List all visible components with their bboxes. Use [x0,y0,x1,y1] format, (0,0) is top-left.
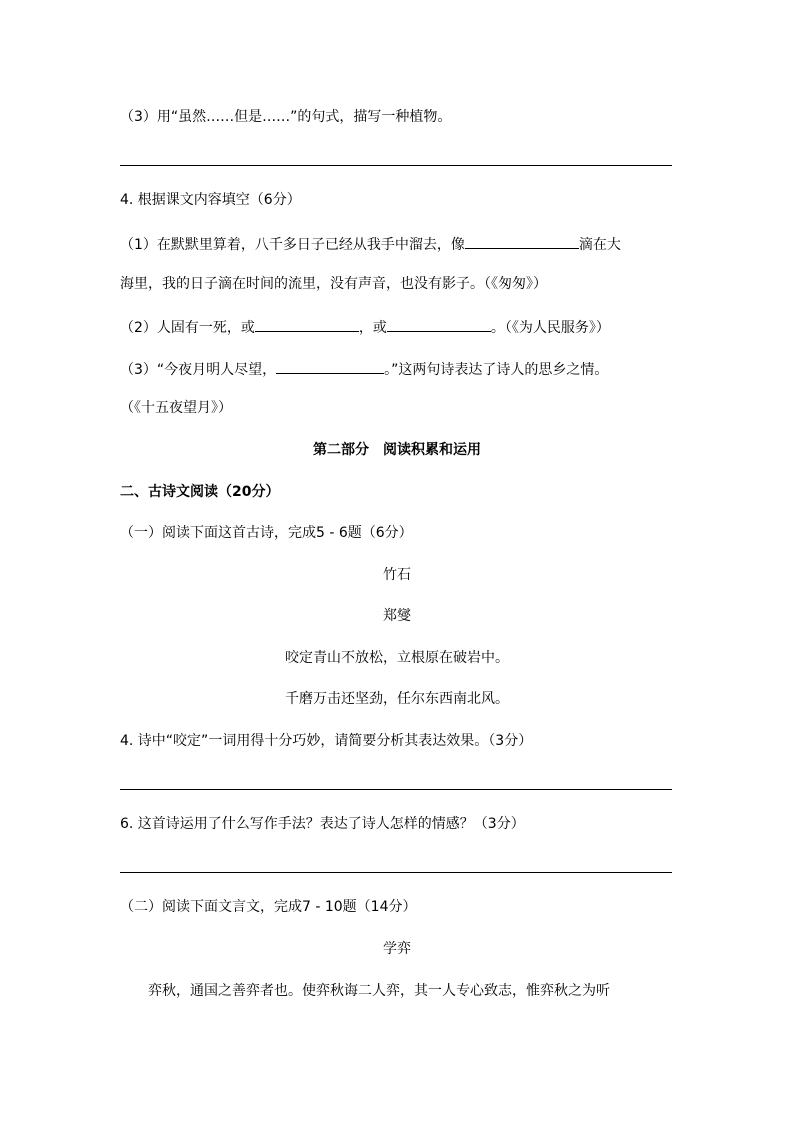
item-1-text-start: （1）在默默里算着，八千多日子已经从我手中溜去，像 [120,237,465,253]
fill-blank-3[interactable] [387,315,491,332]
question-3-part-3: （3）用“虽然……但是……”的句式，描写一种植物。 [120,109,452,125]
fill-blank-2[interactable] [255,315,359,332]
item-2-text-end: 。（《为人民服务》） [490,320,610,336]
question-4-item-2 [120,315,610,338]
question-4-item-1-cont: 海里，我的日子滴在时间的流里，没有声音，也没有影子。（《匆匆》） [120,276,547,292]
item-2-text-start: （2）人固有一死，或 [120,320,255,336]
poem-line-2: 千磨万击还坚劲，任尔东西南北风。 [285,691,509,707]
poem-question-a: 4. 诗中“咬定”一词用得十分巧妙，请简要分析其表达效果。（3分） [120,733,533,749]
question-4-item-1 [120,232,621,255]
question-4-item-3 [120,357,608,380]
question-4-item-3-cont: （《十五夜望月》） [120,400,232,416]
item-2-text-mid: ，或 [358,320,387,336]
poem-section-intro: （一）阅读下面这首古诗，完成5 - 6题（6分） [120,525,413,541]
answer-line [120,789,672,790]
answer-line [120,165,672,166]
question-4-heading: 4. 根据课文内容填空（6分） [120,192,301,208]
poem-author: 郑燮 [383,608,411,624]
prose-title: 学弈 [383,941,411,957]
item-3-text-start: （3）“今夜月明人尽望， [120,362,277,378]
poem-line-1: 咬定青山不放松，立根原在破岩中。 [285,650,509,666]
fill-blank-1[interactable] [465,232,579,249]
item-3-text-end: 。”这两句诗表达了诗人的思乡之情。 [384,362,609,378]
item-1-text-end: 滴在大 [578,237,621,253]
fill-blank-4[interactable] [276,357,384,374]
part-2-title: 第二部分 阅读积累和运用 [313,442,481,458]
prose-text-line-1: 弈秋，通国之善弈者也。使弈秋诲二人弈，其一人专心致志，惟弈秋之为听 [148,983,610,999]
poem-question-b: 6. 这首诗运用了什么写作手法？表达了诗人怎样的情感？（3分） [120,816,525,832]
poem-title: 竹石 [383,567,411,583]
prose-section-intro: （二）阅读下面文言文，完成7 - 10题（14分） [120,899,417,915]
answer-line [120,872,672,873]
section-2-heading: 二、古诗文阅读（20分） [120,484,280,500]
